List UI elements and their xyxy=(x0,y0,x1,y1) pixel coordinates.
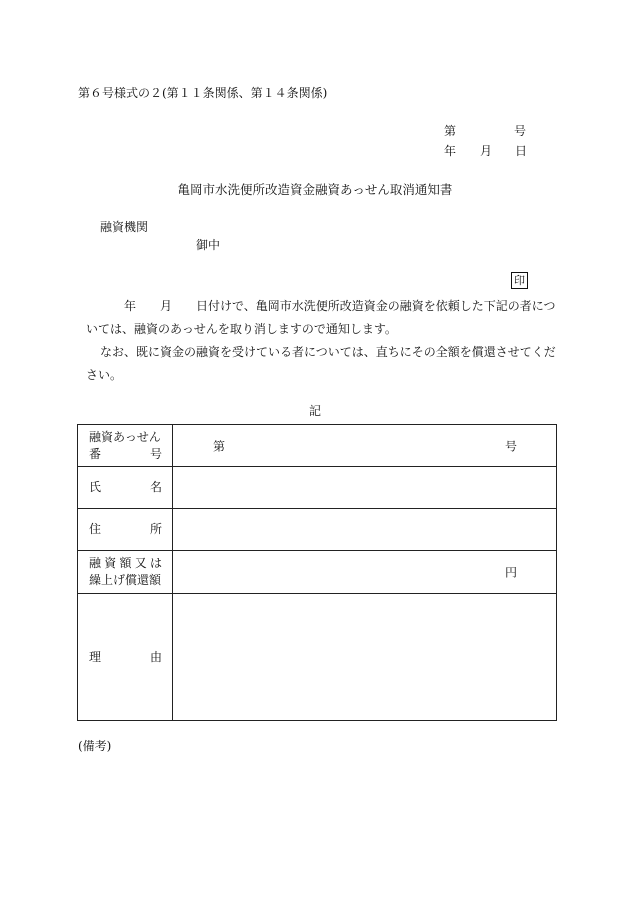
label-amount-char-3: 額 xyxy=(119,556,132,570)
body-paragraph-1-line-1 xyxy=(124,297,556,314)
date-month-label: 月 xyxy=(480,144,493,158)
label-loan-number-char-a: 番 xyxy=(89,446,102,461)
label-amount-char-2: 資 xyxy=(104,556,117,570)
body-paragraph-1-text: 日付けで、亀岡市水洗便所改造資金の融資を依頼した下記の者につ xyxy=(196,299,556,313)
body-month-label: 月 xyxy=(160,299,173,313)
label-name xyxy=(78,467,173,509)
label-amount-char-5: は xyxy=(149,556,162,570)
value-reason[interactable] xyxy=(173,594,557,721)
body-year-label: 年 xyxy=(124,299,137,313)
label-reason-char-a: 理 xyxy=(89,649,102,664)
label-reason xyxy=(78,594,173,721)
table-row-address xyxy=(78,509,557,551)
document-number-suffix: 号 xyxy=(514,124,527,138)
date-year-label: 年 xyxy=(444,144,457,158)
body-paragraph-2-line-1: なお、既に資金の融資を受けている者については、直ちにその全額を償還させてくだ xyxy=(100,345,556,359)
body-paragraph-2-line-2: さい。 xyxy=(86,368,123,382)
table-row-loan-number xyxy=(78,425,557,467)
label-name-char-b: 名 xyxy=(149,480,162,494)
value-loan-number[interactable] xyxy=(173,425,557,467)
document-title: 亀岡市水洗便所改造資金融資あっせん取消通知書 xyxy=(177,182,453,197)
label-address xyxy=(78,509,173,551)
loan-number-suffix: 号 xyxy=(505,439,518,453)
seal-mark: 印 xyxy=(511,272,528,289)
ki-heading: 記 xyxy=(308,404,321,418)
label-loan-number xyxy=(78,425,173,467)
body-paragraph-1-line-2: いては、融資のあっせんを取り消しますので通知します。 xyxy=(86,322,397,336)
amount-yen-suffix: 円 xyxy=(505,565,518,580)
label-address-char-b: 所 xyxy=(149,522,162,536)
form-number: 第６号様式の２(第１１条関係、第１４条関係) xyxy=(78,86,328,100)
date-day-label: 日 xyxy=(515,144,528,158)
table-row-reason xyxy=(78,594,557,721)
details-table xyxy=(77,424,557,721)
value-address[interactable] xyxy=(173,509,557,551)
table-row-name xyxy=(78,467,557,509)
value-name[interactable] xyxy=(173,467,557,509)
addressee-honorific: 御中 xyxy=(196,238,221,252)
label-reason-char-b: 由 xyxy=(149,649,162,664)
label-amount xyxy=(78,551,173,594)
notes-label: (備考) xyxy=(78,739,112,753)
label-amount-char-4: 又 xyxy=(134,556,147,570)
label-amount-line-2: 繰上げ償還額 xyxy=(89,573,162,587)
label-address-char-a: 住 xyxy=(89,522,102,536)
label-amount-char-1: 融 xyxy=(89,556,102,570)
label-loan-number-line-1: 融資あっせん xyxy=(89,429,161,444)
table-row-amount xyxy=(78,551,557,594)
loan-number-prefix: 第 xyxy=(213,439,226,453)
value-amount[interactable] xyxy=(173,551,557,594)
addressee-name: 融資機関 xyxy=(100,220,149,234)
label-name-char-a: 氏 xyxy=(89,480,102,494)
document-number-label: 第 xyxy=(444,124,457,138)
label-loan-number-char-b: 号 xyxy=(149,446,162,461)
